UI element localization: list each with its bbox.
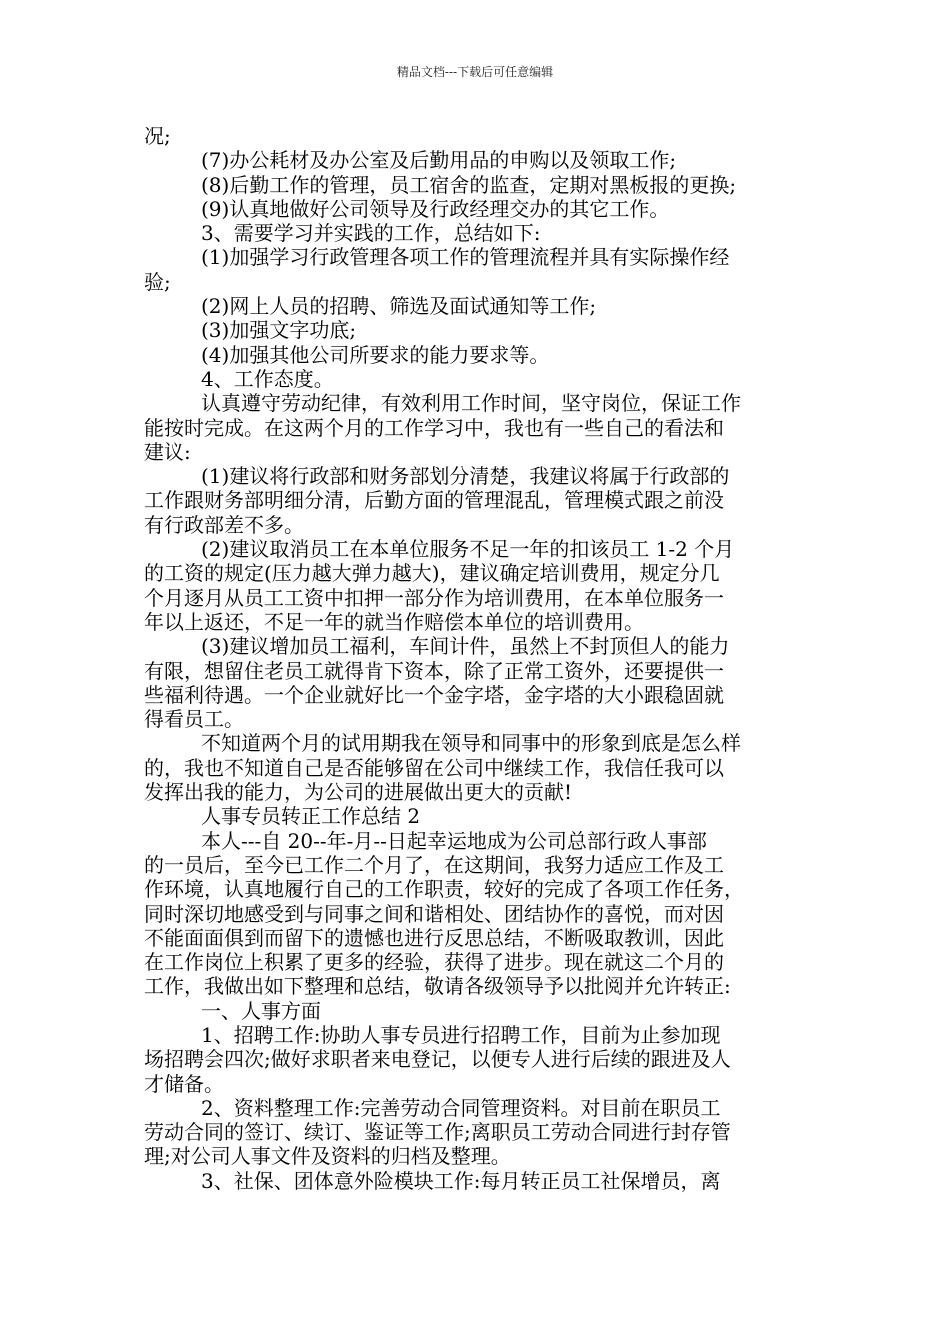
text-line: 理;对公司人事文件及资料的归档及整理。 bbox=[144, 1144, 511, 1169]
text-line: 3、社保、团体意外险模块工作:每月转正员工社保增员，离 bbox=[201, 1168, 721, 1193]
text-line: 同时深切地感受到与同事之间和谐相处、团结协作的喜悦，而对因 bbox=[144, 901, 724, 926]
text-line: 在工作岗位上积累了更多的经验，获得了进步。现在就这二个月的 bbox=[144, 950, 724, 975]
text-line: 得看员工。 bbox=[144, 707, 244, 732]
text-line: 认真遵守劳动纪律，有效利用工作时间，坚守岗位，保证工作 bbox=[201, 391, 741, 416]
text-line: 人事专员转正工作总结 2 bbox=[201, 804, 421, 829]
text-line: 验; bbox=[144, 269, 171, 294]
text-line: (2)网上人员的招聘、筛选及面试通知等工作; bbox=[201, 294, 597, 319]
page-header: 精品文档---下载后可任意编辑 bbox=[396, 65, 554, 79]
text-line: 2、资料整理工作:完善劳动合同管理资料。对目前在职员工 bbox=[201, 1095, 721, 1120]
text-line: (3)加强文字功底; bbox=[201, 318, 357, 343]
text-line: 的，我也不知道自己是否能够留在公司中继续工作，我信任我可以 bbox=[144, 755, 724, 780]
text-line: 1、招聘工作:协助人事专员进行招聘工作，目前为止参加现 bbox=[201, 1022, 721, 1047]
text-line: (4)加强其他公司所要求的能力要求等。 bbox=[201, 342, 550, 367]
text-line: 年以上返还，不足一年的就当作赔偿本单位的培训费用。 bbox=[144, 609, 644, 634]
text-line: 不知道两个月的试用期我在领导和同事中的形象到底是怎么样 bbox=[201, 731, 741, 756]
text-line: 工作，我做出如下整理和总结，敬请各级领导予以批阅并允许转正: bbox=[144, 974, 731, 999]
text-line: 有行政部差不多。 bbox=[144, 512, 304, 537]
text-line: 建议: bbox=[144, 439, 191, 464]
text-line: 场招聘会四次;做好求职者来电登记，以便专人进行后续的跟进及人 bbox=[144, 1047, 731, 1072]
text-line: (8)后勤工作的管理，员工宿舍的监查，定期对黑板报的更换; bbox=[201, 172, 737, 197]
text-line: 有限，想留住老员工就得肯下资本，除了正常工资外，还要提供一 bbox=[144, 658, 724, 683]
text-line: (2)建议取消员工在本单位服务不足一年的扣该员工 1-2 个月 bbox=[201, 537, 735, 562]
text-line: 的工资的规定(压力越大弹力越大)，建议确定培训费用，规定分几 bbox=[144, 561, 720, 586]
text-line: 作环境，认真地履行自己的工作职责，较好的完成了各项工作任务， bbox=[144, 877, 744, 902]
text-line: 些福利待遇。一个企业就好比一个金字塔，金字塔的大小跟稳固就 bbox=[144, 682, 724, 707]
text-line: 一、人事方面 bbox=[201, 998, 321, 1023]
document-body bbox=[144, 124, 812, 1193]
text-line: 况; bbox=[144, 124, 171, 148]
text-line: 发挥出我的能力，为公司的进展做出更大的贡献! bbox=[144, 780, 573, 805]
text-line: 本人---自 20--年-月--日起幸运地成为公司总部行政人事部 bbox=[201, 828, 707, 853]
text-line: 3、需要学习并实践的工作，总结如下: bbox=[201, 221, 541, 246]
text-line: 4、工作态度。 bbox=[201, 366, 334, 391]
text-line: (9)认真地做好公司领导及行政经理交办的其它工作。 bbox=[201, 196, 670, 221]
text-line: 能按时完成。在这两个月的工作学习中，我也有一些自己的看法和 bbox=[144, 415, 724, 440]
text-line: 劳动合同的签订、续订、鉴证等工作;离职员工劳动合同进行封存管 bbox=[144, 1120, 731, 1145]
text-line: 的一员后，至今已工作二个月了，在这期间，我努力适应工作及工 bbox=[144, 852, 724, 877]
text-line: 个月逐月从员工工资中扣押一部分作为培训费用，在本单位服务一 bbox=[144, 585, 724, 610]
text-line: (1)建议将行政部和财务部划分清楚，我建议将属于行政部的 bbox=[201, 464, 730, 489]
text-line: 工作跟财务部明细分清，后勤方面的管理混乱，管理模式跟之前没 bbox=[144, 488, 724, 513]
text-line: 不能面面俱到而留下的遗憾也进行反思总结，不断吸取教训，因此 bbox=[144, 925, 724, 950]
text-line: (1)加强学习行政管理各项工作的管理流程并具有实际操作经 bbox=[201, 245, 730, 270]
text-line: (7)办公耗材及办公室及后勤用品的申购以及领取工作; bbox=[201, 148, 677, 173]
text-line: (3)建议增加员工福利，车间计件，虽然上不封顶但人的能力 bbox=[201, 634, 730, 659]
text-line: 才储备。 bbox=[144, 1071, 224, 1096]
